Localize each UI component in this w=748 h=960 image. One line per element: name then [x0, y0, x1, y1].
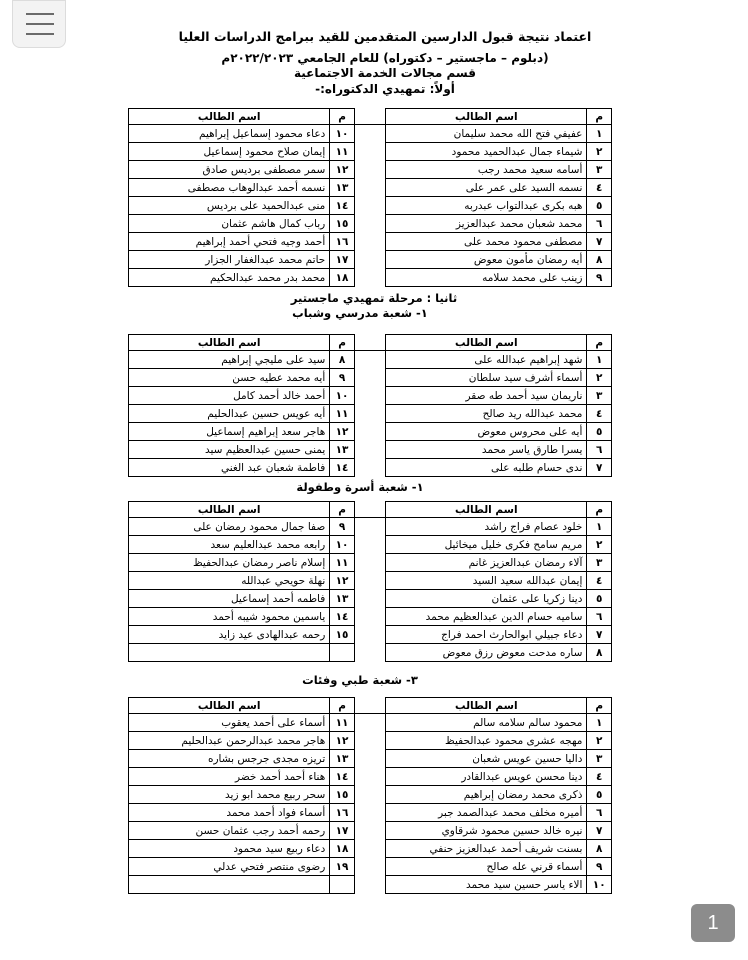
header-name: اسم الطالب: [129, 109, 330, 125]
row-number: ٣: [587, 387, 612, 405]
student-name: سيد على مليجي إبراهيم: [129, 351, 330, 369]
student-name: شيماء جمال عبدالحميد محمود: [386, 143, 587, 161]
row-number: ٣: [587, 161, 612, 179]
table-header-row: [129, 698, 612, 714]
column-gap: [354, 369, 385, 387]
student-name: نسمه السيد على عمر على: [386, 179, 587, 197]
table-row: [129, 750, 612, 768]
column-gap: [354, 840, 385, 858]
row-number: ١٣: [330, 750, 355, 768]
student-name: يسرا طارق ياسر محمد: [386, 441, 587, 459]
table-row: [129, 143, 612, 161]
table-row: [129, 714, 612, 732]
row-number: ٥: [587, 590, 612, 608]
student-name: يمنى حسين عبدالعظيم سيد: [129, 441, 330, 459]
row-number: ١٢: [330, 423, 355, 441]
column-gap: [354, 233, 385, 251]
row-number: [330, 876, 355, 894]
header-num: م: [587, 335, 612, 351]
row-number: ١٤: [330, 197, 355, 215]
header-name: اسم الطالب: [129, 502, 330, 518]
table-row: [129, 572, 612, 590]
header-num: م: [330, 502, 355, 518]
student-name: ندى حسام طلبه على: [386, 459, 587, 477]
table-row: [129, 459, 612, 477]
column-gap: [354, 335, 385, 351]
row-number: ١٥: [330, 786, 355, 804]
student-name: رحمه عبدالهادى عيد زايد: [129, 626, 330, 644]
row-number: ١٠: [330, 387, 355, 405]
row-number: ١٣: [330, 590, 355, 608]
header-name: اسم الطالب: [386, 109, 587, 125]
row-number: ١: [587, 518, 612, 536]
row-number: ١٠: [330, 536, 355, 554]
column-gap: [354, 626, 385, 644]
student-name: دعاء ربيع سيد محمود: [129, 840, 330, 858]
row-number: ٦: [587, 441, 612, 459]
column-gap: [354, 161, 385, 179]
student-name: رباب كمال هاشم عثمان: [129, 215, 330, 233]
student-name: عفيفي فتح الله محمد سليمان: [386, 125, 587, 143]
row-number: ١٤: [330, 459, 355, 477]
row-number: ٧: [587, 626, 612, 644]
row-number: ١٥: [330, 215, 355, 233]
student-name: الاء ياسر حسين سيد محمد: [386, 876, 587, 894]
table-row: [129, 405, 612, 423]
column-gap: [354, 215, 385, 233]
student-name: نسمه أحمد عبدالوهاب مصطفى: [129, 179, 330, 197]
student-name: أيه رمضان مأمون معوض: [386, 251, 587, 269]
row-number: ٤: [587, 572, 612, 590]
student-name: حاتم محمد عبدالغفار الجزار: [129, 251, 330, 269]
table-row: [129, 251, 612, 269]
table-row: [129, 536, 612, 554]
row-number: ٨: [587, 644, 612, 662]
row-number: ٧: [587, 459, 612, 477]
row-number: ١٨: [330, 840, 355, 858]
row-number: ٩: [330, 518, 355, 536]
row-number: ١: [587, 125, 612, 143]
student-name: أحمد خالد أحمد كامل: [129, 387, 330, 405]
column-gap: [354, 608, 385, 626]
student-name: دينا زكريا على عثمان: [386, 590, 587, 608]
row-number: ٩: [587, 858, 612, 876]
header-name: اسم الطالب: [386, 335, 587, 351]
header-num: م: [330, 698, 355, 714]
row-number: ١٦: [330, 233, 355, 251]
table-row: [129, 441, 612, 459]
student-name: هناء أحمد أحمد خضر: [129, 768, 330, 786]
section-masters-heading: ثانيا : مرحلة تمهيدي ماجستير: [290, 291, 458, 305]
student-name: ذكرى محمد رمضان إبراهيم: [386, 786, 587, 804]
header-num: م: [330, 109, 355, 125]
student-name: [129, 876, 330, 894]
table-header-row: [129, 109, 612, 125]
student-name: أسماء قرني عله صالح: [386, 858, 587, 876]
column-gap: [354, 387, 385, 405]
student-name: داليا حسين عويس شعبان: [386, 750, 587, 768]
column-gap: [354, 423, 385, 441]
row-number: ٧: [587, 233, 612, 251]
column-gap: [354, 197, 385, 215]
header-name: اسم الطالب: [129, 335, 330, 351]
student-name: فاطمة شعبان عبد الغني: [129, 459, 330, 477]
row-number: ٢: [587, 143, 612, 161]
column-gap: [354, 143, 385, 161]
column-gap: [354, 876, 385, 894]
doctorate-table: [128, 108, 612, 287]
table-row: [129, 786, 612, 804]
student-name: سمر مصطفى برديس صادق: [129, 161, 330, 179]
row-number: ٩: [330, 369, 355, 387]
student-name: مريم سامح فكرى خليل ميخائيل: [386, 536, 587, 554]
header-num: م: [330, 335, 355, 351]
document-subtitle: (دبلوم – ماجستير – دكتوراه) للعام الجامعي ٢٠٢٢/٢٠٢٣م: [221, 51, 549, 65]
row-number: ٨: [587, 251, 612, 269]
subsection-family-heading: ١- شعبة أسرة وطفولة: [296, 480, 424, 494]
table-row: [129, 518, 612, 536]
table-row: [129, 233, 612, 251]
row-number: ٤: [587, 768, 612, 786]
student-name: هاجر محمد عبدالرحمن عبدالحليم: [129, 732, 330, 750]
column-gap: [354, 518, 385, 536]
row-number: ٥: [587, 423, 612, 441]
student-name: أحمد وجيه فتحي أحمد إبراهيم: [129, 233, 330, 251]
row-number: ٦: [587, 804, 612, 822]
column-gap: [354, 269, 385, 287]
row-number: ٨: [330, 351, 355, 369]
student-name: أسماء أشرف سيد سلطان: [386, 369, 587, 387]
student-name: ناريمان سيد أحمد طه صقر: [386, 387, 587, 405]
student-name: أيه محمد عطيه حسن: [129, 369, 330, 387]
row-number: ٧: [587, 822, 612, 840]
column-gap: [354, 251, 385, 269]
table-row: [129, 768, 612, 786]
row-number: ١١: [330, 554, 355, 572]
student-name: أميره مخلف محمد عبدالصمد جبر: [386, 804, 587, 822]
row-number: ١٧: [330, 251, 355, 269]
table-row: [129, 125, 612, 143]
row-number: ١٧: [330, 822, 355, 840]
column-gap: [354, 786, 385, 804]
row-number: ١٨: [330, 269, 355, 287]
student-name: محمد بدر محمد عبدالحكيم: [129, 269, 330, 287]
table-row: [129, 804, 612, 822]
table-row: [129, 822, 612, 840]
student-name: أسماء فواد أحمد محمد: [129, 804, 330, 822]
table-row: [129, 423, 612, 441]
student-name: إسلام ناصر رمضان عبدالحفيظ: [129, 554, 330, 572]
row-number: ١٥: [330, 626, 355, 644]
student-name: ساره مدحت معوض رزق معوض: [386, 644, 587, 662]
row-number: ١٢: [330, 732, 355, 750]
student-name: نيره خالد حسين محمود شرقاوي: [386, 822, 587, 840]
student-name: آلاء رمضان عبدالعزيز غانم: [386, 554, 587, 572]
student-name: نهلة حويحي عبدالله: [129, 572, 330, 590]
student-name: أيه على محروس معوض: [386, 423, 587, 441]
student-name: محمود سالم سلامه سالم: [386, 714, 587, 732]
school-youth-table: [128, 334, 612, 477]
row-number: ٥: [587, 197, 612, 215]
row-number: ٥: [587, 786, 612, 804]
column-gap: [354, 698, 385, 714]
row-number: ٦: [587, 608, 612, 626]
row-number: ٤: [587, 405, 612, 423]
student-name: محمد عبدالله ريد صالح: [386, 405, 587, 423]
column-gap: [354, 125, 385, 143]
row-number: ٣: [587, 554, 612, 572]
student-name: صفا جمال محمود رمضان على: [129, 518, 330, 536]
student-name: رضوى منتصر فتحي عدلي: [129, 858, 330, 876]
hamburger-menu-icon[interactable]: [12, 0, 66, 48]
table-row: [129, 179, 612, 197]
column-gap: [354, 179, 385, 197]
row-number: ١٢: [330, 161, 355, 179]
table-row: [129, 369, 612, 387]
table-row: [129, 644, 612, 662]
table-row: [129, 161, 612, 179]
student-name: أسامه سعيد محمد رجب: [386, 161, 587, 179]
header-num: م: [587, 502, 612, 518]
column-gap: [354, 804, 385, 822]
table-row: [129, 351, 612, 369]
column-gap: [354, 768, 385, 786]
row-number: ١٦: [330, 804, 355, 822]
row-number: ١٤: [330, 768, 355, 786]
row-number: ٢: [587, 732, 612, 750]
student-name: هاجر سعد إبراهيم إسماعيل: [129, 423, 330, 441]
table-row: [129, 197, 612, 215]
row-number: [330, 644, 355, 662]
student-name: مهجه عشرى محمود عبدالحفيظ: [386, 732, 587, 750]
column-gap: [354, 572, 385, 590]
table-row: [129, 215, 612, 233]
column-gap: [354, 750, 385, 768]
column-gap: [354, 858, 385, 876]
student-name: فاطمه أحمد إسماعيل: [129, 590, 330, 608]
header-name: اسم الطالب: [129, 698, 330, 714]
student-name: دينا محسن عويس عبدالقادر: [386, 768, 587, 786]
row-number: ٤: [587, 179, 612, 197]
table-row: [129, 590, 612, 608]
student-name: دعاء جبيلي ابوالحارث احمد فراج: [386, 626, 587, 644]
table-row: [129, 608, 612, 626]
row-number: ١٣: [330, 179, 355, 197]
student-name: رابعه محمد عبدالعليم سعد: [129, 536, 330, 554]
row-number: ١٣: [330, 441, 355, 459]
row-number: ١١: [330, 405, 355, 423]
column-gap: [354, 554, 385, 572]
column-gap: [354, 590, 385, 608]
table-row: [129, 732, 612, 750]
header-name: اسم الطالب: [386, 698, 587, 714]
row-number: ٢: [587, 536, 612, 554]
student-name: منى عبدالحميد على برديس: [129, 197, 330, 215]
document-title: اعتماد نتيجة قبول الدارسين المتقدمين للقيد ببرامج الدراسات العليا: [178, 29, 592, 44]
medical-categories-table: [128, 697, 612, 894]
row-number: ١: [587, 714, 612, 732]
row-number: ١٠: [587, 876, 612, 894]
row-number: ١١: [330, 714, 355, 732]
column-gap: [354, 405, 385, 423]
student-name: خلود عصام فراج راشد: [386, 518, 587, 536]
column-gap: [354, 732, 385, 750]
table-row: [129, 876, 612, 894]
student-name: هبه بكرى عبدالتواب عبدربه: [386, 197, 587, 215]
table-row: [129, 554, 612, 572]
department-title: قسم مجالات الخدمة الاجتماعية: [293, 66, 476, 80]
column-gap: [354, 714, 385, 732]
student-name: أسماء على أحمد يعقوب: [129, 714, 330, 732]
table-header-row: [129, 502, 612, 518]
row-number: ٢: [587, 369, 612, 387]
student-name: [129, 644, 330, 662]
header-num: م: [587, 698, 612, 714]
student-name: شهد إبراهيم عبدالله على: [386, 351, 587, 369]
table-row: [129, 840, 612, 858]
column-gap: [354, 536, 385, 554]
column-gap: [354, 351, 385, 369]
header-num: م: [587, 109, 612, 125]
column-gap: [354, 459, 385, 477]
column-gap: [354, 441, 385, 459]
subsection-school-heading: ١- شعبة مدرسي وشباب: [292, 306, 428, 320]
row-number: ١٤: [330, 608, 355, 626]
student-name: دعاء محمود إسماعيل إبراهيم: [129, 125, 330, 143]
table-row: [129, 269, 612, 287]
student-name: أيه عويس حسين عبدالحليم: [129, 405, 330, 423]
table-header-row: [129, 335, 612, 351]
section-doctorate-heading: أولاً: تمهيدي الدكتوراه:-: [315, 82, 455, 96]
student-name: رحمه أحمد رجب عثمان حسن: [129, 822, 330, 840]
row-number: ١: [587, 351, 612, 369]
column-gap: [354, 109, 385, 125]
row-number: ٨: [587, 840, 612, 858]
page-number-badge[interactable]: 1: [691, 904, 735, 942]
student-name: مصطفى محمود محمد على: [386, 233, 587, 251]
row-number: ١٩: [330, 858, 355, 876]
student-name: محمد شعبان محمد عبدالعزيز: [386, 215, 587, 233]
student-name: بسنت شريف أحمد عبدالعزيز حنفي: [386, 840, 587, 858]
header-name: اسم الطالب: [386, 502, 587, 518]
table-row: [129, 626, 612, 644]
student-name: ياسمين محمود شيبه أحمد: [129, 608, 330, 626]
row-number: ١٢: [330, 572, 355, 590]
table-row: [129, 387, 612, 405]
column-gap: [354, 644, 385, 662]
family-childhood-table: [128, 501, 612, 662]
subsection-medical-heading: ٣- شعبة طبي وفئات: [302, 673, 418, 687]
column-gap: [354, 502, 385, 518]
row-number: ٩: [587, 269, 612, 287]
student-name: ساميه حسام الدين عبدالعظيم محمد: [386, 608, 587, 626]
student-name: إيمان صلاح محمود إسماعيل: [129, 143, 330, 161]
row-number: ١١: [330, 143, 355, 161]
column-gap: [354, 822, 385, 840]
row-number: ١٠: [330, 125, 355, 143]
table-row: [129, 858, 612, 876]
student-name: سحر ربيع محمد ابو زيد: [129, 786, 330, 804]
student-name: إيمان عبدالله سعيد السيد: [386, 572, 587, 590]
row-number: ٦: [587, 215, 612, 233]
student-name: تريزه مجدى جرجس بشاره: [129, 750, 330, 768]
row-number: ٣: [587, 750, 612, 768]
student-name: زينب على محمد سلامه: [386, 269, 587, 287]
